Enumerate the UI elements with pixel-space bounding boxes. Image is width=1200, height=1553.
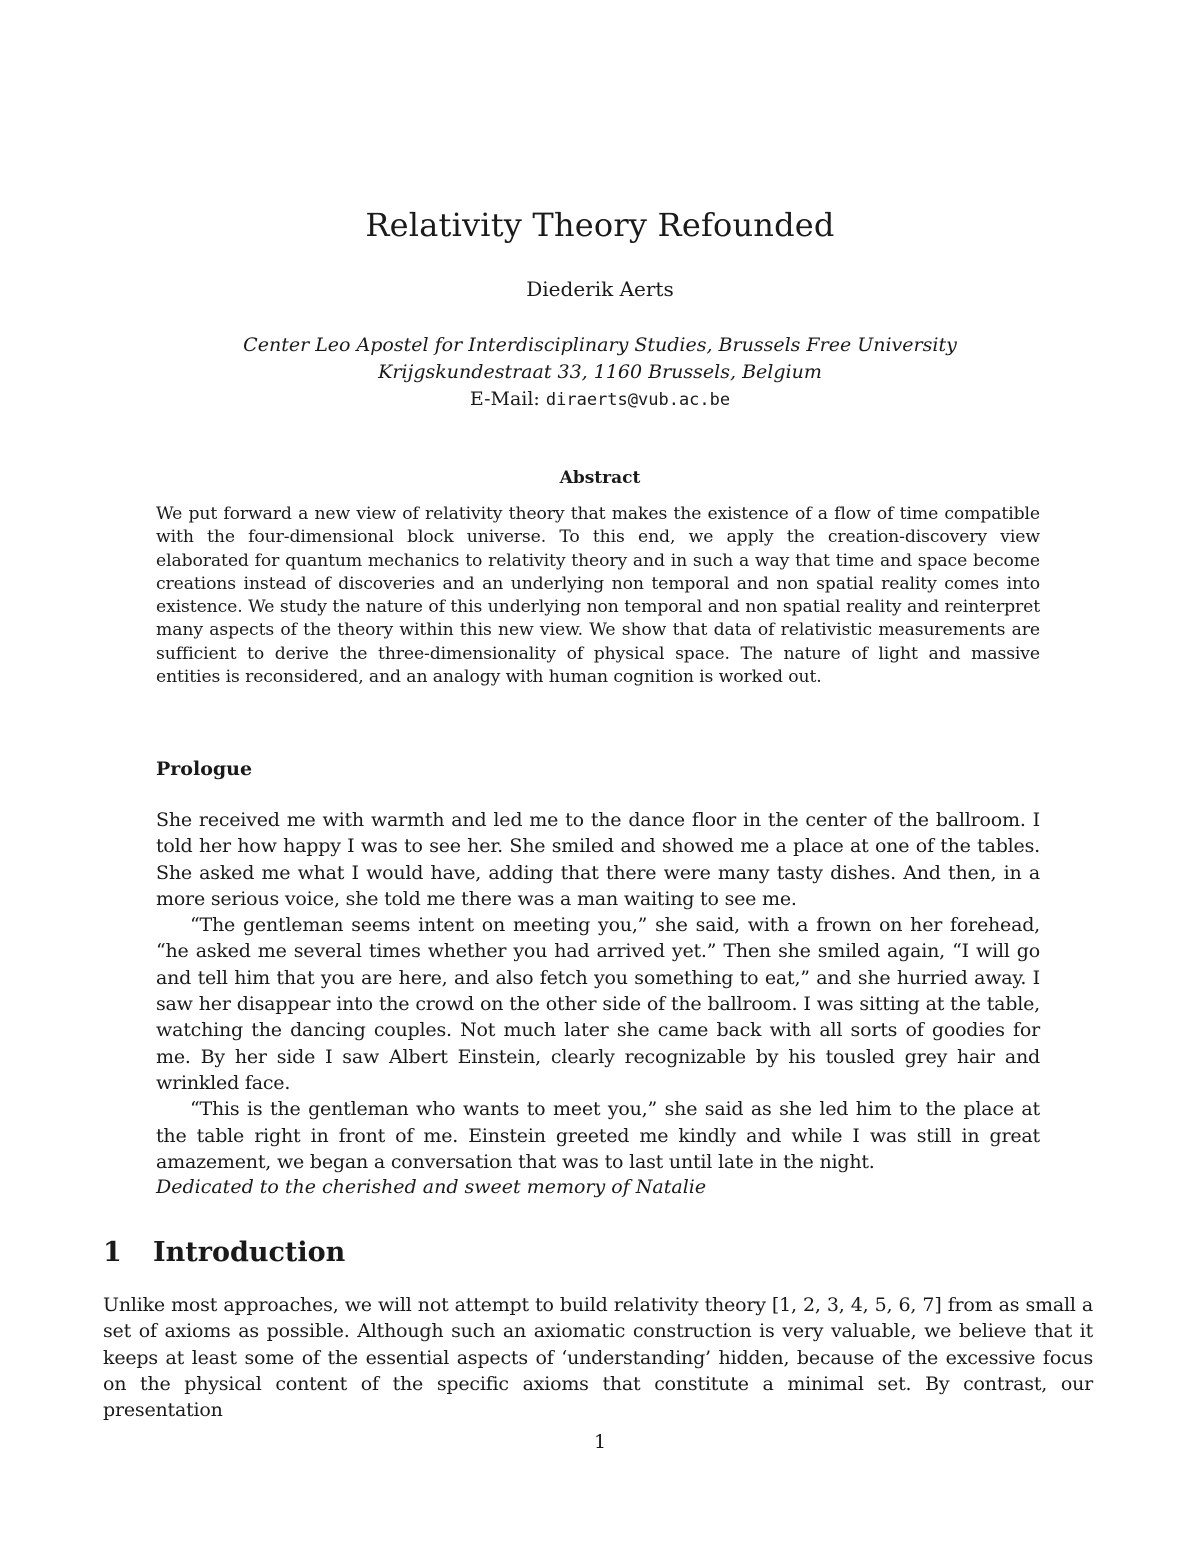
dedication: Dedicated to the cherished and sweet memory of Natalie <box>156 1176 707 1198</box>
section-title: Introduction <box>153 1237 346 1268</box>
prologue-paragraph: “The gentleman seems intent on meeting you,” she said, with a frown on her forehead, “he asked me several times whether you had arrived yet.” Then she smiled again, “I will go and tell him that you are here, and also fetch you something to eat,” and she hurried away. I saw her disappear into the crowd on the other side of the ballroom. I was sitting at the table, watching the dancing couples. Not much later she came back with all sorts of goodies for me. By her side I saw Albert Einstein, clearly recognizable by his tousled grey hair and wrinkled face. <box>156 914 1040 1094</box>
section-heading-introduction <box>103 1237 345 1268</box>
abstract-heading: Abstract <box>559 468 641 488</box>
abstract-text: We put forward a new view of relativity theory that makes the existence of a flow of time compatible with the four-dimensional block universe. To this end, we apply the creation-discovery view elaborated for quantum mechanics to relativity theory and in such a way that time and space become creations instead of discoveries and an underlying non temporal and non spatial reality comes into existence. We study the nature of this underlying non temporal and non spatial reality and reinterpret many aspects of the theory within this new view. We show that data of relativistic measurements are sufficient to derive the three-dimensionality of physical space. The nature of light and massive entities is reconsidered, and an analogy with human cognition is worked out. <box>156 504 1040 688</box>
paper-title: Relativity Theory Refounded <box>365 206 835 244</box>
affiliation-block <box>0 332 1200 414</box>
page-number: 1 <box>593 1431 607 1453</box>
section-number: 1 <box>103 1237 122 1268</box>
email-label: E-Mail: <box>469 388 540 410</box>
introduction-paragraph: Unlike most approaches, we will not attempt to build relativity theory [1, 2, 3, 4, 5, 6, 7] from as small a set of axioms as possible. Although such an axiomatic construction is very valuable, we believe that it keeps at least some of the essential aspects of ‘understanding’ hidden, because of the excessive focus on the physical content of the specific axioms that constitute a minimal set. By contrast, our presentation <box>103 1294 1093 1422</box>
prologue-body <box>156 807 1040 1175</box>
prologue-heading: Prologue <box>156 758 253 780</box>
email-line <box>470 388 730 410</box>
affiliation-address: Krijgskundestraat 33, 1160 Brussels, Belgium <box>378 361 822 383</box>
email-address: diraerts@vub.ac.be <box>545 390 731 410</box>
prologue-paragraph: “This is the gentleman who wants to meet you,” she said as she led him to the place at the table right in front of me. Einstein greeted me kindly and while I was still in great amazement, we began a conversation that was to last until late in the night. <box>156 1098 1040 1173</box>
prologue-paragraph: She received me with warmth and led me to the dance floor in the center of the ballroom. I told her how happy I was to see her. She smiled and showed me a place at one of the tables. She asked me what I would have, adding that there were many tasty dishes. And then, in a more serious voice, she told me there was a man waiting to see me. <box>156 809 1040 910</box>
author-name: Diederik Aerts <box>526 277 674 301</box>
affiliation-institution: Center Leo Apostel for Interdisciplinary Studies, Brussels Free University <box>243 334 957 356</box>
